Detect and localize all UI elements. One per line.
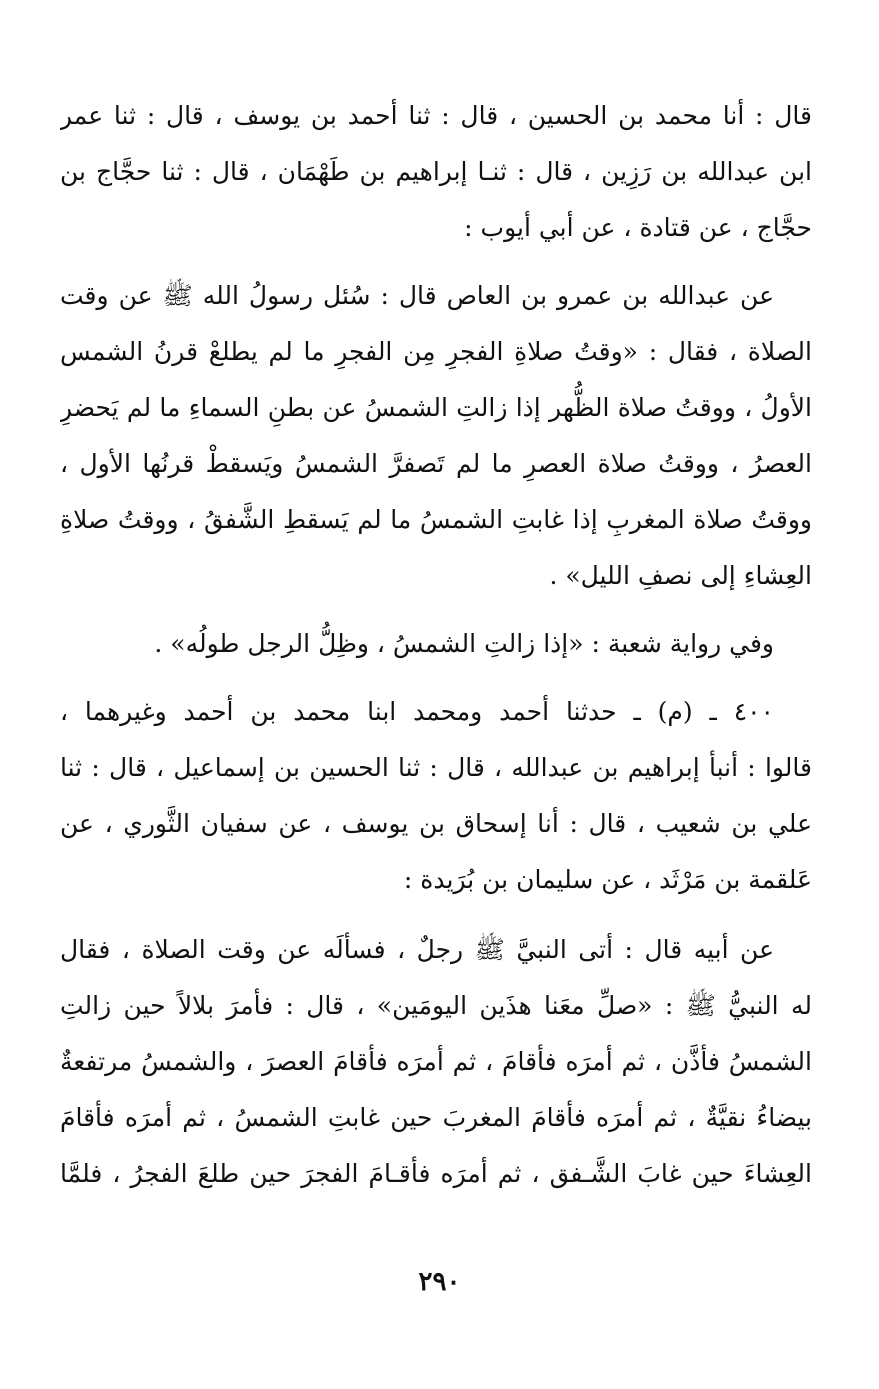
text-line: العِشاءِ إلى نصفِ الليل» .	[549, 561, 812, 590]
text-line: حجَّاج ، عن قتادة ، عن أبي أيوب :	[464, 213, 812, 242]
text-line: بيضاءُ نقيَّةٌ ، ثم أمرَه فأقامَ المغربَ حين غابتِ الشمسُ ، ثم أمرَه فأقامَ	[60, 1103, 812, 1132]
text-line: ٤٠٠ ـ (م) ـ حدثنا أحمد ومحمد ابنا محمد بن أحمد وغيرهما ،	[60, 697, 774, 726]
text-line: الصلاة ، فقال : «وقتُ صلاةِ الفجرِ مِن الفجرِ ما لم يطلعْ قرنُ الشمس	[60, 337, 812, 366]
text-line: علي بن شعيب ، قال : أنا إسحاق بن يوسف ، عن سفيان الثَّوري ، عن	[60, 809, 812, 838]
text-line: العِشاءَ حين غابَ الشَّـفق ، ثم أمرَه فأقـامَ الفجرَ حين طلعَ الفجرُ ، فلمَّا	[60, 1159, 812, 1188]
text-line: قالوا : أنبأ إبراهيم بن عبدالله ، قال : ثنا الحسين بن إسماعيل ، قال : ثنا	[60, 753, 812, 782]
text-line: الشمسُ فأذَّن ، ثم أمرَه فأقامَ ، ثم أمرَه فأقامَ العصرَ ، والشمسُ مرتفعةٌ	[60, 1047, 812, 1076]
text-line: عَلقمة بن مَرْثَد ، عن سليمان بن بُرَيدة :	[403, 865, 812, 894]
text-line: ابن عبدالله بن رَزِين ، قال : ثنـا إبراهيم بن طَهْمَان ، قال : ثنا حجَّاج بن	[60, 157, 812, 186]
text-line: له النبيُّ ﷺ : «صلِّ معَنا هذَين اليومَين» ، قال : فأمرَ بلالاً حين زالتِ	[60, 991, 812, 1020]
text-line: عن عبدالله بن عمرو بن العاص قال : سُئل رسولُ الله ﷺ عن وقت	[60, 281, 774, 310]
text-line: عن أبيه قال : أتى النبيَّ ﷺ رجلٌ ، فسألَه عن وقت الصلاة ، فقال	[60, 935, 774, 964]
page-number: ٢٩٠	[418, 1267, 461, 1297]
text-line: الأولُ ، ووقتُ صلاة الظُّهر إذا زالتِ الشمسُ عن بطنِ السماءِ ما لم يَحضرِ	[60, 393, 812, 422]
hadith-text-paragraph-1	[60, 268, 812, 604]
hadith-text-paragraph-2	[60, 922, 812, 1202]
text-line: ووقتُ صلاة المغربِ إذا غابتِ الشمسُ ما لم يَسقطِ الشَّفقُ ، ووقتُ صلاةِ	[60, 505, 812, 534]
variant-narration-paragraph	[60, 616, 812, 672]
text-line: وفي رواية شعبة : «إذا زالتِ الشمسُ ، وظِلُّ الرجل طولُه» .	[154, 629, 774, 658]
page-body	[60, 88, 812, 1202]
text-line: قال : أنا محمد بن الحسين ، قال : ثنا أحمد بن يوسف ، قال : ثنا عمر	[60, 101, 812, 130]
hadith-400-isnad-paragraph	[60, 684, 812, 908]
text-line: العصرُ ، ووقتُ صلاة العصرِ ما لم تَصفرَّ الشمسُ ويَسقطْ قرنُها الأول ،	[60, 449, 812, 478]
isnad-paragraph-1	[60, 88, 812, 256]
